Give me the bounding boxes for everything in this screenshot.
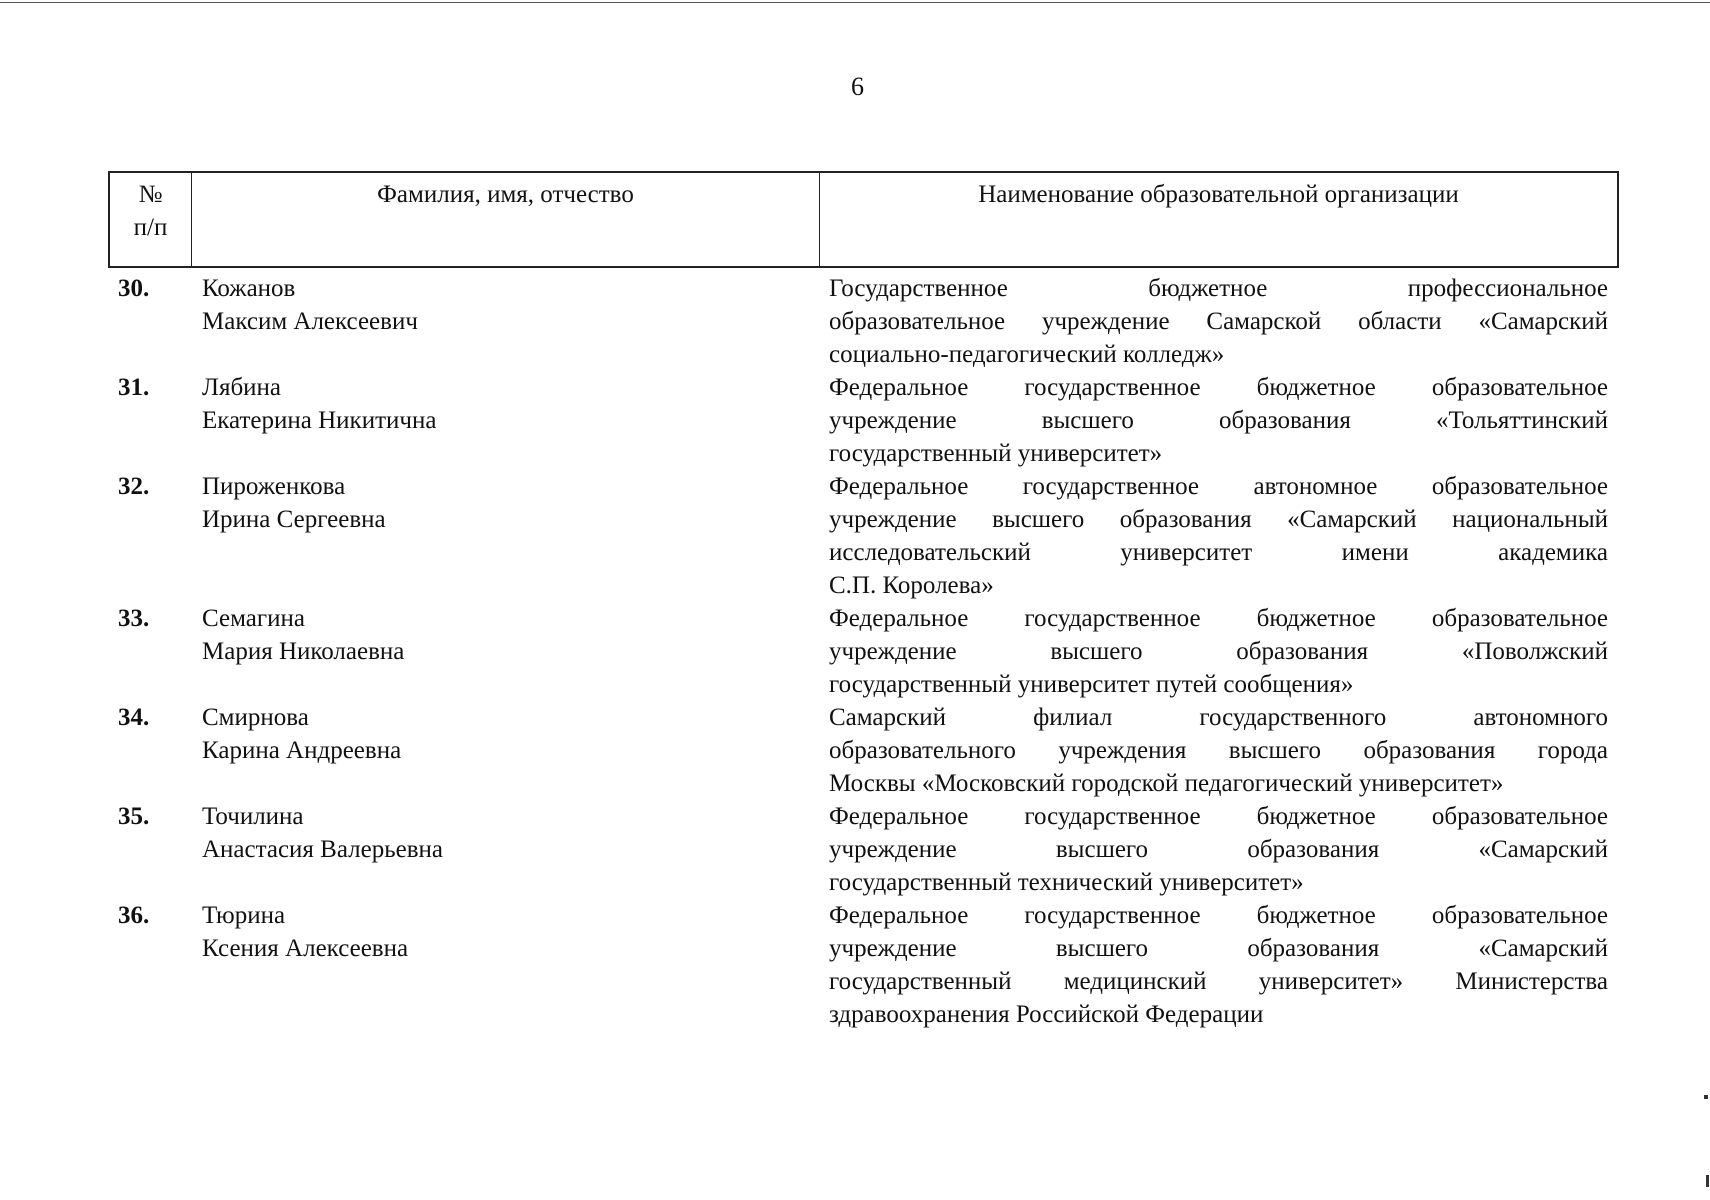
- row-organization: [829, 272, 1608, 371]
- row-given-names: Ксения Алексеевна: [202, 935, 409, 962]
- table-row: [0, 470, 1710, 602]
- row-surname: Смирнова: [202, 704, 309, 731]
- header-name: [192, 173, 820, 266]
- row-given-names: Карина Андреевна: [202, 737, 402, 764]
- organization-line: государственный технический университет»: [829, 869, 1304, 896]
- row-organization: [829, 800, 1608, 899]
- row-number: 35.: [118, 803, 150, 830]
- scan-mark: [1704, 1095, 1708, 1099]
- row-surname: Лябина: [202, 374, 282, 401]
- row-number: 33.: [118, 605, 150, 632]
- organization-line: Федеральное государственное бюджетное образовательное: [829, 605, 1608, 632]
- header-name-label: Фамилия, имя, отчество: [377, 181, 634, 208]
- organization-line: государственный медицинский университет» Министерства: [829, 968, 1608, 995]
- row-surname: Семагина: [202, 605, 305, 632]
- table-row: [0, 272, 1710, 371]
- table-row: [0, 701, 1710, 800]
- row-number: 31.: [118, 374, 150, 401]
- organization-line: Федеральное государственное бюджетное образовательное: [829, 902, 1608, 929]
- header-org: [820, 173, 1617, 266]
- row-full-name: [202, 272, 802, 338]
- row-full-name: [202, 371, 802, 437]
- row-surname: Тюрина: [202, 902, 286, 929]
- organization-line: Федеральное государственное бюджетное образовательное: [829, 374, 1608, 401]
- organization-line: государственный университет»: [829, 440, 1163, 467]
- row-organization: [829, 470, 1608, 602]
- row-given-names: Анастасия Валерьевна: [202, 836, 444, 863]
- header-num: [110, 173, 192, 266]
- organization-line: образовательного учреждения высшего образования города: [829, 737, 1608, 764]
- row-full-name: [202, 800, 802, 866]
- table-body: [0, 272, 1710, 1031]
- row-organization: [829, 371, 1608, 470]
- row-organization: [829, 701, 1608, 800]
- row-full-name: [202, 899, 802, 965]
- organization-line: Федеральное государственное бюджетное образовательное: [829, 803, 1608, 830]
- header-num-label: № п/п: [133, 181, 168, 241]
- row-full-name: [202, 470, 802, 536]
- row-full-name: [202, 701, 802, 767]
- row-given-names: Ирина Сергеевна: [202, 506, 386, 533]
- row-organization: [829, 602, 1608, 701]
- row-number: 34.: [118, 704, 150, 731]
- organization-line: учреждение высшего образования «Самарский: [829, 836, 1608, 863]
- row-given-names: Мария Николаевна: [202, 638, 405, 665]
- organization-line: социально-педагогический колледж»: [829, 341, 1225, 368]
- organization-line: С.П. Королева»: [829, 572, 994, 599]
- page-number: 6: [851, 72, 864, 101]
- row-surname: Пироженкова: [202, 473, 346, 500]
- organization-line: учреждение высшего образования «Самарский: [829, 935, 1608, 962]
- top-scan-rule: [0, 2, 1710, 3]
- organization-line: учреждение высшего образования «Самарский национальный: [829, 506, 1608, 533]
- row-surname: Точилина: [202, 803, 304, 830]
- organization-line: Государственное бюджетное профессиональное: [829, 275, 1608, 302]
- table-row: [0, 602, 1710, 701]
- row-given-names: Максим Алексеевич: [202, 308, 418, 335]
- table-row: [0, 371, 1710, 470]
- header-org-label: Наименование образовательной организации: [978, 181, 1459, 208]
- row-number: 30.: [118, 275, 150, 302]
- row-number: 36.: [118, 902, 150, 929]
- organization-line: Федеральное государственное автономное образовательное: [829, 473, 1608, 500]
- row-full-name: [202, 602, 802, 668]
- organization-line: учреждение высшего образования «Поволжский: [829, 638, 1608, 665]
- scan-mark: [1706, 1175, 1709, 1187]
- table-row: [0, 800, 1710, 899]
- table-row: [0, 899, 1710, 1031]
- row-surname: Кожанов: [202, 275, 296, 302]
- organization-line: Москвы «Московский городской педагогический университет»: [829, 770, 1504, 797]
- organization-line: образовательное учреждение Самарской области «Самарский: [829, 308, 1608, 335]
- row-given-names: Екатерина Никитична: [202, 407, 437, 434]
- row-number: 32.: [118, 473, 150, 500]
- organization-line: учреждение высшего образования «Тольяттинский: [829, 407, 1608, 434]
- row-organization: [829, 899, 1608, 1031]
- organization-line: Самарский филиал государственного автономного: [829, 704, 1608, 731]
- organization-line: государственный университет путей сообщения»: [829, 671, 1354, 698]
- organization-line: здравоохранения Российской Федерации: [829, 1001, 1264, 1028]
- organization-line: исследовательский университет имени академика: [829, 539, 1608, 566]
- table-header: [108, 171, 1619, 268]
